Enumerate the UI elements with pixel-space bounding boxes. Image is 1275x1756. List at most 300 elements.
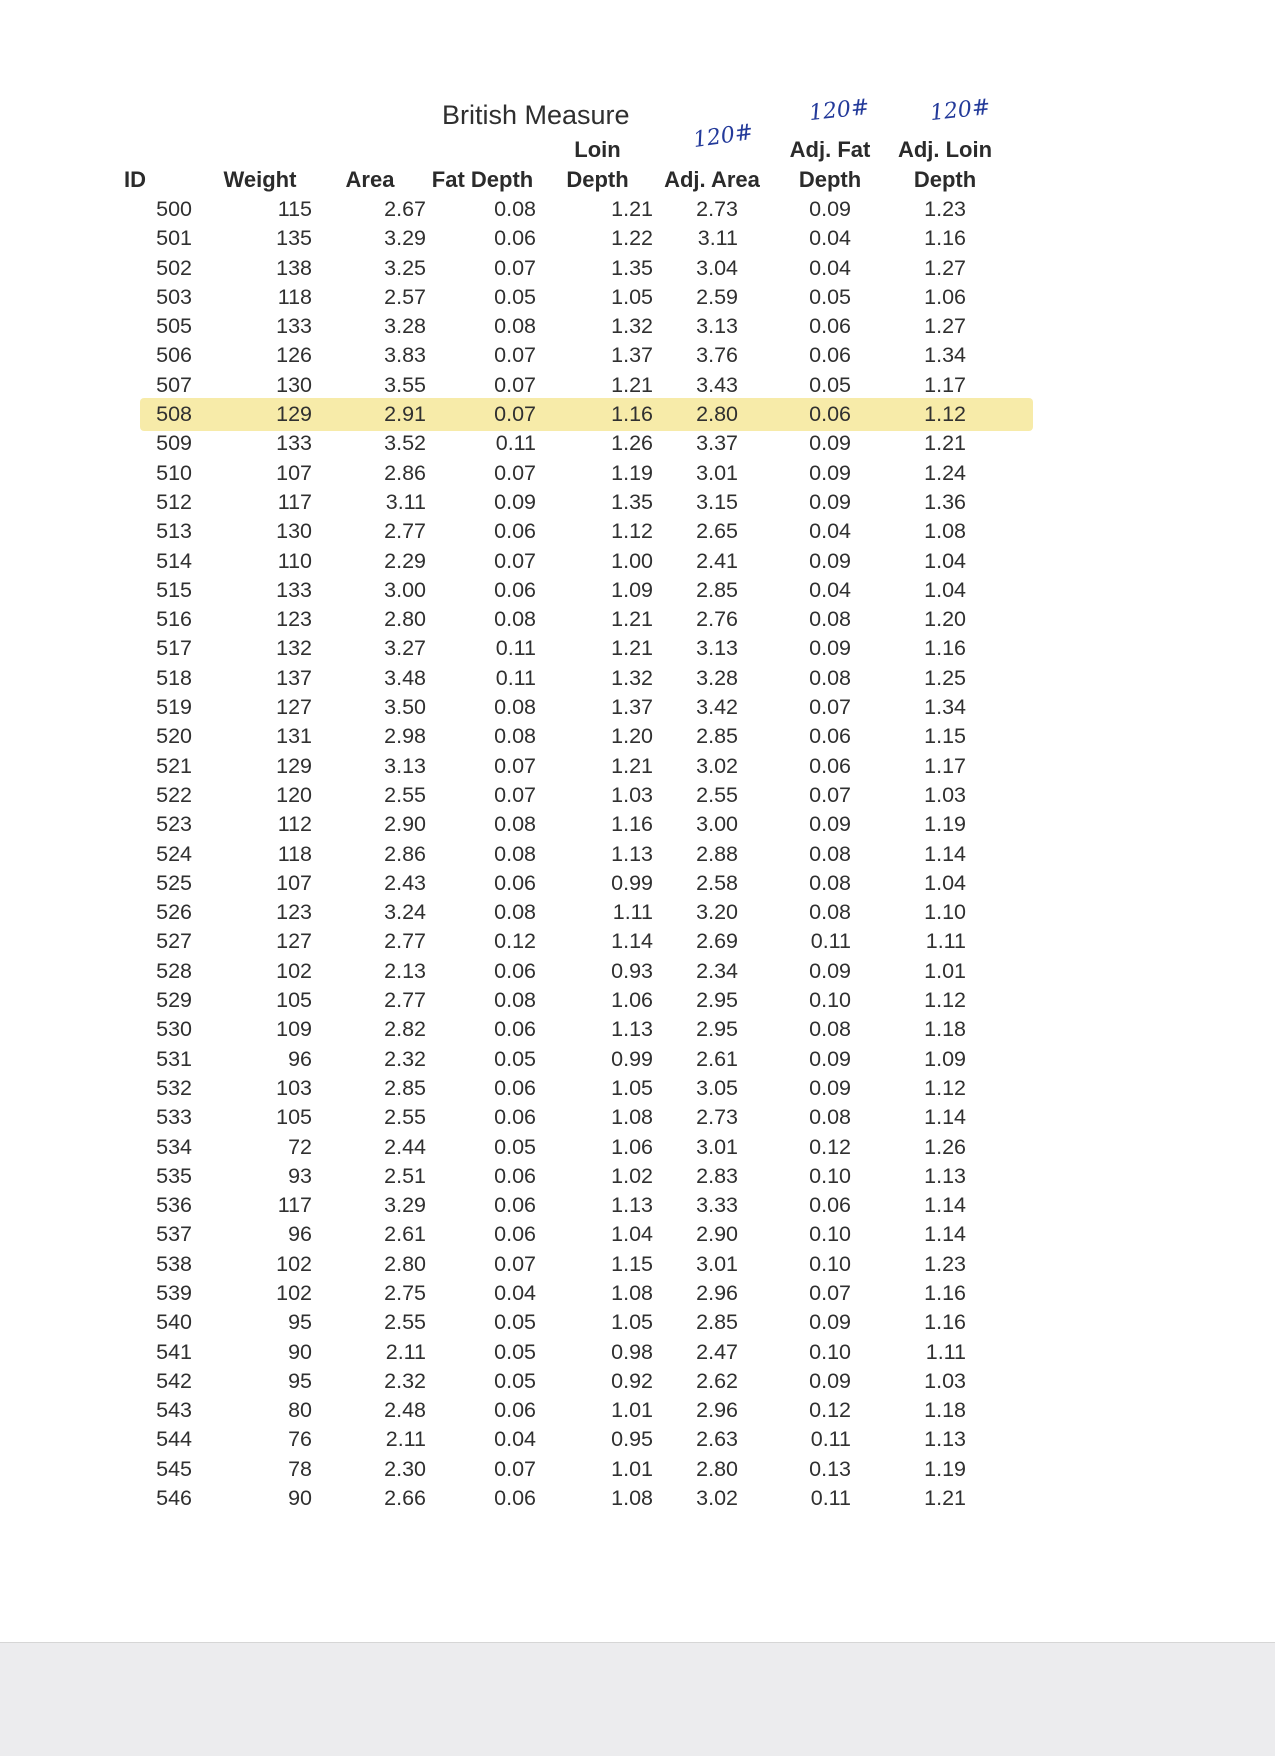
cell-loin-depth: 1.08 — [611, 1280, 653, 1305]
cell-area: 2.32 — [384, 1046, 426, 1071]
cell-id: 543 — [156, 1398, 192, 1423]
cell-adj-area: 2.80 — [696, 1456, 738, 1481]
measurement-table-body — [0, 197, 1275, 1515]
cell-area: 2.67 — [384, 197, 426, 221]
cell-area: 3.29 — [384, 1193, 426, 1218]
cell-weight: 96 — [288, 1046, 312, 1071]
table-row — [0, 959, 1275, 988]
cell-adj-area: 2.59 — [696, 284, 738, 309]
cell-loin-depth: 1.32 — [611, 665, 653, 690]
cell-adj-loin-depth: 1.14 — [924, 1193, 966, 1218]
cell-loin-depth: 1.02 — [611, 1163, 653, 1188]
cell-area: 2.90 — [384, 812, 426, 837]
cell-adj-fat-depth: 0.08 — [809, 607, 851, 632]
cell-adj-fat-depth: 0.08 — [809, 870, 851, 895]
cell-adj-area: 2.41 — [696, 548, 738, 573]
table-row — [0, 1105, 1275, 1134]
cell-loin-depth: 1.06 — [611, 988, 653, 1013]
header-loin-depth-line2: Depth — [566, 167, 629, 192]
cell-adj-area: 3.20 — [696, 900, 738, 925]
cell-id: 503 — [156, 284, 192, 309]
cell-adj-area: 3.04 — [696, 255, 738, 280]
cell-adj-fat-depth: 0.09 — [809, 460, 851, 485]
cell-loin-depth: 1.16 — [611, 812, 653, 837]
cell-adj-fat-depth: 0.05 — [809, 372, 851, 397]
cell-id: 501 — [156, 226, 192, 251]
cell-area: 2.61 — [384, 1222, 426, 1247]
cell-adj-fat-depth: 0.12 — [809, 1398, 851, 1423]
cell-adj-fat-depth: 0.13 — [809, 1456, 851, 1481]
cell-fat-depth: 0.06 — [494, 1222, 536, 1247]
cell-weight: 76 — [288, 1427, 312, 1452]
cell-adj-loin-depth: 1.34 — [924, 695, 966, 720]
cell-loin-depth: 1.35 — [611, 255, 653, 280]
cell-area: 2.85 — [384, 1075, 426, 1100]
cell-adj-area: 3.11 — [697, 226, 738, 251]
cell-adj-loin-depth: 1.25 — [924, 665, 966, 690]
table-row — [0, 226, 1275, 255]
cell-area: 2.44 — [384, 1134, 426, 1159]
table-row — [0, 812, 1275, 841]
cell-adj-area: 3.02 — [696, 753, 738, 778]
table-row — [0, 783, 1275, 812]
cell-adj-area: 2.62 — [696, 1368, 738, 1393]
cell-fat-depth: 0.08 — [494, 841, 536, 866]
header-loin-depth-line1: Loin — [574, 137, 621, 162]
cell-id: 517 — [156, 636, 192, 661]
cell-weight: 132 — [276, 636, 312, 661]
cell-loin-depth: 1.35 — [611, 489, 653, 514]
table-row — [0, 1369, 1275, 1398]
cell-adj-loin-depth: 1.23 — [924, 197, 966, 221]
cell-loin-depth: 1.21 — [611, 753, 653, 778]
cell-adj-fat-depth: 0.09 — [809, 197, 851, 221]
table-row — [0, 988, 1275, 1017]
cell-adj-loin-depth: 1.21 — [924, 1486, 966, 1511]
cell-id: 524 — [156, 841, 192, 866]
table-row — [0, 285, 1275, 314]
cell-adj-area: 2.58 — [696, 870, 738, 895]
cell-area: 3.28 — [384, 314, 426, 339]
cell-id: 540 — [156, 1310, 192, 1335]
cell-loin-depth: 0.92 — [611, 1368, 653, 1393]
handwritten-note-adj-loin: 120# — [928, 94, 992, 127]
cell-weight: 117 — [277, 1193, 312, 1218]
cell-id: 523 — [156, 812, 192, 837]
table-row — [0, 636, 1275, 665]
cell-loin-depth: 1.21 — [611, 197, 653, 221]
cell-id: 518 — [156, 665, 192, 690]
cell-fat-depth: 0.05 — [494, 1310, 536, 1335]
cell-adj-loin-depth: 1.16 — [924, 226, 966, 251]
cell-adj-loin-depth: 1.16 — [924, 636, 966, 661]
cell-id: 512 — [156, 489, 192, 514]
cell-adj-fat-depth: 0.09 — [809, 548, 851, 573]
table-row — [0, 197, 1275, 226]
cell-weight: 90 — [288, 1339, 312, 1364]
cell-adj-fat-depth: 0.06 — [809, 343, 851, 368]
cell-adj-loin-depth: 1.34 — [924, 343, 966, 368]
table-row — [0, 1310, 1275, 1339]
cell-loin-depth: 1.05 — [611, 1075, 653, 1100]
cell-fat-depth: 0.06 — [494, 519, 536, 544]
cell-weight: 135 — [276, 226, 312, 251]
cell-adj-fat-depth: 0.07 — [809, 782, 851, 807]
cell-adj-area: 2.55 — [696, 782, 738, 807]
cell-area: 2.13 — [384, 958, 426, 983]
cell-adj-loin-depth: 1.19 — [924, 1456, 966, 1481]
cell-loin-depth: 1.00 — [611, 548, 653, 573]
cell-id: 529 — [156, 988, 192, 1013]
cell-area: 2.11 — [385, 1427, 426, 1452]
cell-id: 531 — [156, 1046, 192, 1071]
cell-weight: 107 — [276, 460, 312, 485]
cell-id: 545 — [156, 1456, 192, 1481]
cell-weight: 102 — [276, 1251, 312, 1276]
table-row — [0, 1164, 1275, 1193]
cell-adj-fat-depth: 0.09 — [809, 1075, 851, 1100]
cell-area: 3.00 — [384, 577, 426, 602]
cell-adj-fat-depth: 0.04 — [809, 226, 851, 251]
cell-fat-depth: 0.07 — [494, 402, 536, 427]
cell-adj-area: 2.88 — [696, 841, 738, 866]
cell-id: 526 — [156, 900, 192, 925]
cell-id: 542 — [156, 1368, 192, 1393]
cell-weight: 118 — [277, 284, 312, 309]
cell-id: 536 — [156, 1193, 192, 1218]
cell-loin-depth: 1.13 — [611, 1193, 653, 1218]
cell-fat-depth: 0.07 — [494, 782, 536, 807]
cell-area: 2.51 — [384, 1163, 426, 1188]
cell-weight: 109 — [276, 1017, 312, 1042]
cell-adj-area: 2.85 — [696, 724, 738, 749]
cell-weight: 123 — [276, 607, 312, 632]
cell-adj-loin-depth: 1.23 — [924, 1251, 966, 1276]
cell-loin-depth: 0.98 — [611, 1339, 653, 1364]
cell-loin-depth: 1.08 — [611, 1105, 653, 1130]
table-row — [0, 314, 1275, 343]
cell-adj-area: 3.01 — [696, 460, 738, 485]
header-adj-loin-depth-line1: Adj. Loin — [897, 137, 993, 162]
cell-adj-area: 3.00 — [696, 812, 738, 837]
cell-adj-area: 2.34 — [696, 958, 738, 983]
cell-fat-depth: 0.07 — [494, 343, 536, 368]
cell-adj-fat-depth: 0.10 — [809, 1222, 851, 1247]
table-row — [0, 929, 1275, 958]
cell-loin-depth: 1.37 — [611, 343, 653, 368]
cell-weight: 72 — [288, 1134, 312, 1159]
cell-adj-loin-depth: 1.14 — [924, 841, 966, 866]
cell-id: 538 — [156, 1251, 192, 1276]
cell-area: 3.50 — [384, 695, 426, 720]
header-weight: Weight — [223, 167, 297, 192]
cell-fat-depth: 0.06 — [494, 1105, 536, 1130]
cell-adj-fat-depth: 0.09 — [809, 1368, 851, 1393]
cell-weight: 93 — [288, 1163, 312, 1188]
cell-id: 519 — [156, 695, 192, 720]
table-row — [0, 1457, 1275, 1486]
cell-loin-depth: 1.05 — [611, 1310, 653, 1335]
header-adj-loin-depth-line2: Depth — [913, 167, 977, 192]
cell-weight: 130 — [276, 372, 312, 397]
cell-adj-loin-depth: 1.17 — [924, 372, 966, 397]
cell-loin-depth: 1.21 — [611, 607, 653, 632]
cell-adj-area: 2.63 — [696, 1427, 738, 1452]
cell-adj-fat-depth: 0.09 — [809, 1046, 851, 1071]
cell-id: 510 — [156, 460, 192, 485]
cell-id: 535 — [156, 1163, 192, 1188]
cell-area: 3.83 — [384, 343, 426, 368]
cell-adj-loin-depth: 1.09 — [924, 1046, 966, 1071]
cell-fat-depth: 0.07 — [494, 255, 536, 280]
cell-adj-area: 2.47 — [696, 1339, 738, 1364]
cell-adj-loin-depth: 1.16 — [924, 1280, 966, 1305]
cell-adj-fat-depth: 0.08 — [809, 1017, 851, 1042]
cell-weight: 127 — [276, 929, 312, 954]
cell-id: 508 — [156, 402, 192, 427]
cell-adj-area: 2.95 — [696, 988, 738, 1013]
cell-adj-area: 3.13 — [696, 314, 738, 339]
cell-loin-depth: 1.11 — [612, 900, 653, 925]
cell-id: 500 — [156, 197, 192, 221]
cell-adj-area: 2.61 — [696, 1046, 738, 1071]
cell-area: 2.48 — [384, 1398, 426, 1423]
cell-loin-depth: 1.12 — [611, 519, 653, 544]
cell-area: 2.32 — [384, 1368, 426, 1393]
cell-fat-depth: 0.08 — [494, 695, 536, 720]
table-row — [0, 1047, 1275, 1076]
cell-weight: 133 — [276, 431, 312, 456]
cell-adj-area: 3.37 — [696, 431, 738, 456]
cell-adj-loin-depth: 1.12 — [924, 402, 966, 427]
cell-area: 3.55 — [384, 372, 426, 397]
cell-adj-loin-depth: 1.11 — [925, 929, 966, 954]
cell-adj-fat-depth: 0.06 — [809, 753, 851, 778]
cell-adj-area: 3.43 — [696, 372, 738, 397]
table-row — [0, 754, 1275, 783]
cell-id: 515 — [156, 577, 192, 602]
cell-id: 539 — [156, 1280, 192, 1305]
table-row — [0, 1076, 1275, 1105]
cell-weight: 127 — [276, 695, 312, 720]
table-row — [0, 724, 1275, 753]
cell-adj-loin-depth: 1.13 — [924, 1427, 966, 1452]
cell-weight: 112 — [277, 812, 312, 837]
cell-adj-fat-depth: 0.11 — [810, 1486, 851, 1511]
cell-area: 2.82 — [384, 1017, 426, 1042]
cell-area: 2.55 — [384, 1310, 426, 1335]
cell-weight: 133 — [276, 577, 312, 602]
header-adj-fat-depth — [775, 135, 885, 195]
cell-fat-depth: 0.05 — [494, 284, 536, 309]
cell-area: 2.43 — [384, 870, 426, 895]
cell-fat-depth: 0.08 — [494, 197, 536, 221]
cell-fat-depth: 0.06 — [494, 1163, 536, 1188]
cell-area: 2.30 — [384, 1456, 426, 1481]
table-row — [0, 842, 1275, 871]
cell-adj-fat-depth: 0.06 — [809, 402, 851, 427]
cell-weight: 120 — [276, 782, 312, 807]
cell-adj-area: 2.96 — [696, 1280, 738, 1305]
cell-adj-area: 3.33 — [696, 1193, 738, 1218]
cell-id: 516 — [156, 607, 192, 632]
cell-fat-depth: 0.05 — [494, 1046, 536, 1071]
cell-adj-fat-depth: 0.08 — [809, 841, 851, 866]
cell-area: 2.75 — [384, 1280, 426, 1305]
cell-adj-loin-depth: 1.08 — [924, 519, 966, 544]
cell-fat-depth: 0.08 — [494, 812, 536, 837]
cell-adj-area: 3.42 — [696, 695, 738, 720]
table-row — [0, 666, 1275, 695]
cell-adj-loin-depth: 1.15 — [924, 724, 966, 749]
cell-loin-depth: 1.20 — [611, 724, 653, 749]
table-row — [0, 1486, 1275, 1515]
cell-fat-depth: 0.06 — [494, 1017, 536, 1042]
cell-fat-depth: 0.11 — [495, 431, 536, 456]
cell-adj-fat-depth: 0.06 — [809, 314, 851, 339]
cell-loin-depth: 1.13 — [611, 1017, 653, 1042]
cell-adj-fat-depth: 0.09 — [809, 1310, 851, 1335]
cell-adj-loin-depth: 1.12 — [924, 1075, 966, 1100]
cell-id: 541 — [156, 1339, 192, 1364]
cell-loin-depth: 1.14 — [611, 929, 653, 954]
table-row — [0, 578, 1275, 607]
cell-id: 525 — [156, 870, 192, 895]
cell-adj-loin-depth: 1.36 — [924, 489, 966, 514]
cell-fat-depth: 0.04 — [494, 1280, 536, 1305]
table-row — [0, 1135, 1275, 1164]
cell-loin-depth: 0.95 — [611, 1427, 653, 1452]
cell-loin-depth: 1.21 — [611, 636, 653, 661]
cell-weight: 80 — [288, 1398, 312, 1423]
cell-adj-loin-depth: 1.13 — [924, 1163, 966, 1188]
cell-fat-depth: 0.07 — [494, 1456, 536, 1481]
cell-fat-depth: 0.11 — [495, 665, 536, 690]
cell-adj-fat-depth: 0.06 — [809, 724, 851, 749]
cell-adj-area: 2.85 — [696, 1310, 738, 1335]
cell-weight: 90 — [288, 1486, 312, 1511]
cell-adj-loin-depth: 1.14 — [924, 1222, 966, 1247]
header-adj-area: Adj. Area — [664, 167, 760, 192]
cell-adj-loin-depth: 1.24 — [924, 460, 966, 485]
cell-loin-depth: 1.16 — [611, 402, 653, 427]
cell-id: 520 — [156, 724, 192, 749]
cell-fat-depth: 0.07 — [494, 753, 536, 778]
cell-adj-area: 2.95 — [696, 1017, 738, 1042]
cell-fat-depth: 0.06 — [494, 1193, 536, 1218]
cell-adj-fat-depth: 0.09 — [809, 489, 851, 514]
cell-adj-fat-depth: 0.08 — [809, 900, 851, 925]
cell-id: 532 — [156, 1075, 192, 1100]
cell-adj-fat-depth: 0.06 — [809, 1193, 851, 1218]
cell-adj-loin-depth: 1.03 — [924, 782, 966, 807]
cell-adj-area: 2.76 — [696, 607, 738, 632]
cell-adj-fat-depth: 0.04 — [809, 255, 851, 280]
cell-adj-loin-depth: 1.01 — [924, 958, 966, 983]
table-row — [0, 519, 1275, 548]
cell-area: 3.13 — [384, 753, 426, 778]
cell-adj-fat-depth: 0.10 — [809, 1251, 851, 1276]
cell-adj-area: 3.28 — [696, 665, 738, 690]
table-row — [0, 1252, 1275, 1281]
handwritten-note-adj-fat: 120# — [807, 94, 871, 127]
cell-weight: 102 — [276, 1280, 312, 1305]
cell-fat-depth: 0.06 — [494, 226, 536, 251]
cell-loin-depth: 0.99 — [611, 1046, 653, 1071]
cell-adj-fat-depth: 0.09 — [809, 636, 851, 661]
header-adj-fat-depth-line2: Depth — [798, 167, 862, 192]
cell-adj-area: 3.01 — [696, 1134, 738, 1159]
table-row — [0, 1193, 1275, 1222]
cell-id: 522 — [156, 782, 192, 807]
cell-area: 2.77 — [384, 988, 426, 1013]
cell-loin-depth: 1.15 — [611, 1251, 653, 1276]
header-adj-loin-depth — [890, 135, 1000, 195]
cell-adj-area: 3.15 — [696, 489, 738, 514]
cell-fat-depth: 0.06 — [494, 577, 536, 602]
cell-fat-depth: 0.11 — [495, 636, 536, 661]
table-row — [0, 1281, 1275, 1310]
cell-adj-loin-depth: 1.11 — [925, 1339, 966, 1364]
cell-fat-depth: 0.07 — [494, 372, 536, 397]
cell-loin-depth: 1.32 — [611, 314, 653, 339]
cell-weight: 118 — [277, 841, 312, 866]
cell-weight: 95 — [288, 1368, 312, 1393]
cell-adj-fat-depth: 0.07 — [809, 1280, 851, 1305]
cell-loin-depth: 1.09 — [611, 577, 653, 602]
cell-fat-depth: 0.12 — [494, 929, 536, 954]
table-row — [0, 1340, 1275, 1369]
table-row — [0, 607, 1275, 636]
cell-loin-depth: 1.21 — [611, 372, 653, 397]
table-row — [0, 373, 1275, 402]
table-row — [0, 256, 1275, 285]
table-row — [0, 1222, 1275, 1251]
cell-adj-fat-depth: 0.11 — [810, 1427, 851, 1452]
cell-adj-loin-depth: 1.27 — [924, 314, 966, 339]
cell-adj-loin-depth: 1.04 — [924, 870, 966, 895]
cell-adj-fat-depth: 0.08 — [809, 1105, 851, 1130]
table-row — [0, 402, 1275, 431]
cell-weight: 123 — [276, 900, 312, 925]
table-row — [0, 900, 1275, 929]
cell-weight: 126 — [276, 343, 312, 368]
cell-adj-loin-depth: 1.12 — [924, 988, 966, 1013]
cell-id: 505 — [156, 314, 192, 339]
cell-weight: 117 — [277, 489, 312, 514]
cell-area: 3.25 — [384, 255, 426, 280]
cell-id: 513 — [156, 519, 192, 544]
cell-weight: 102 — [276, 958, 312, 983]
header-id: ID — [124, 167, 146, 192]
cell-adj-fat-depth: 0.04 — [809, 577, 851, 602]
cell-weight: 138 — [276, 255, 312, 280]
cell-fat-depth: 0.07 — [494, 460, 536, 485]
cell-adj-area: 3.02 — [696, 1486, 738, 1511]
cell-weight: 107 — [276, 870, 312, 895]
cell-loin-depth: 1.01 — [611, 1398, 653, 1423]
cell-weight: 131 — [276, 724, 312, 749]
cell-id: 534 — [156, 1134, 192, 1159]
cell-id: 514 — [156, 548, 192, 573]
cell-adj-area: 2.85 — [696, 577, 738, 602]
cell-area: 3.27 — [384, 636, 426, 661]
cell-loin-depth: 1.19 — [611, 460, 653, 485]
cell-loin-depth: 0.99 — [611, 870, 653, 895]
cell-loin-depth: 1.01 — [611, 1456, 653, 1481]
cell-fat-depth: 0.05 — [494, 1134, 536, 1159]
cell-id: 509 — [156, 431, 192, 456]
